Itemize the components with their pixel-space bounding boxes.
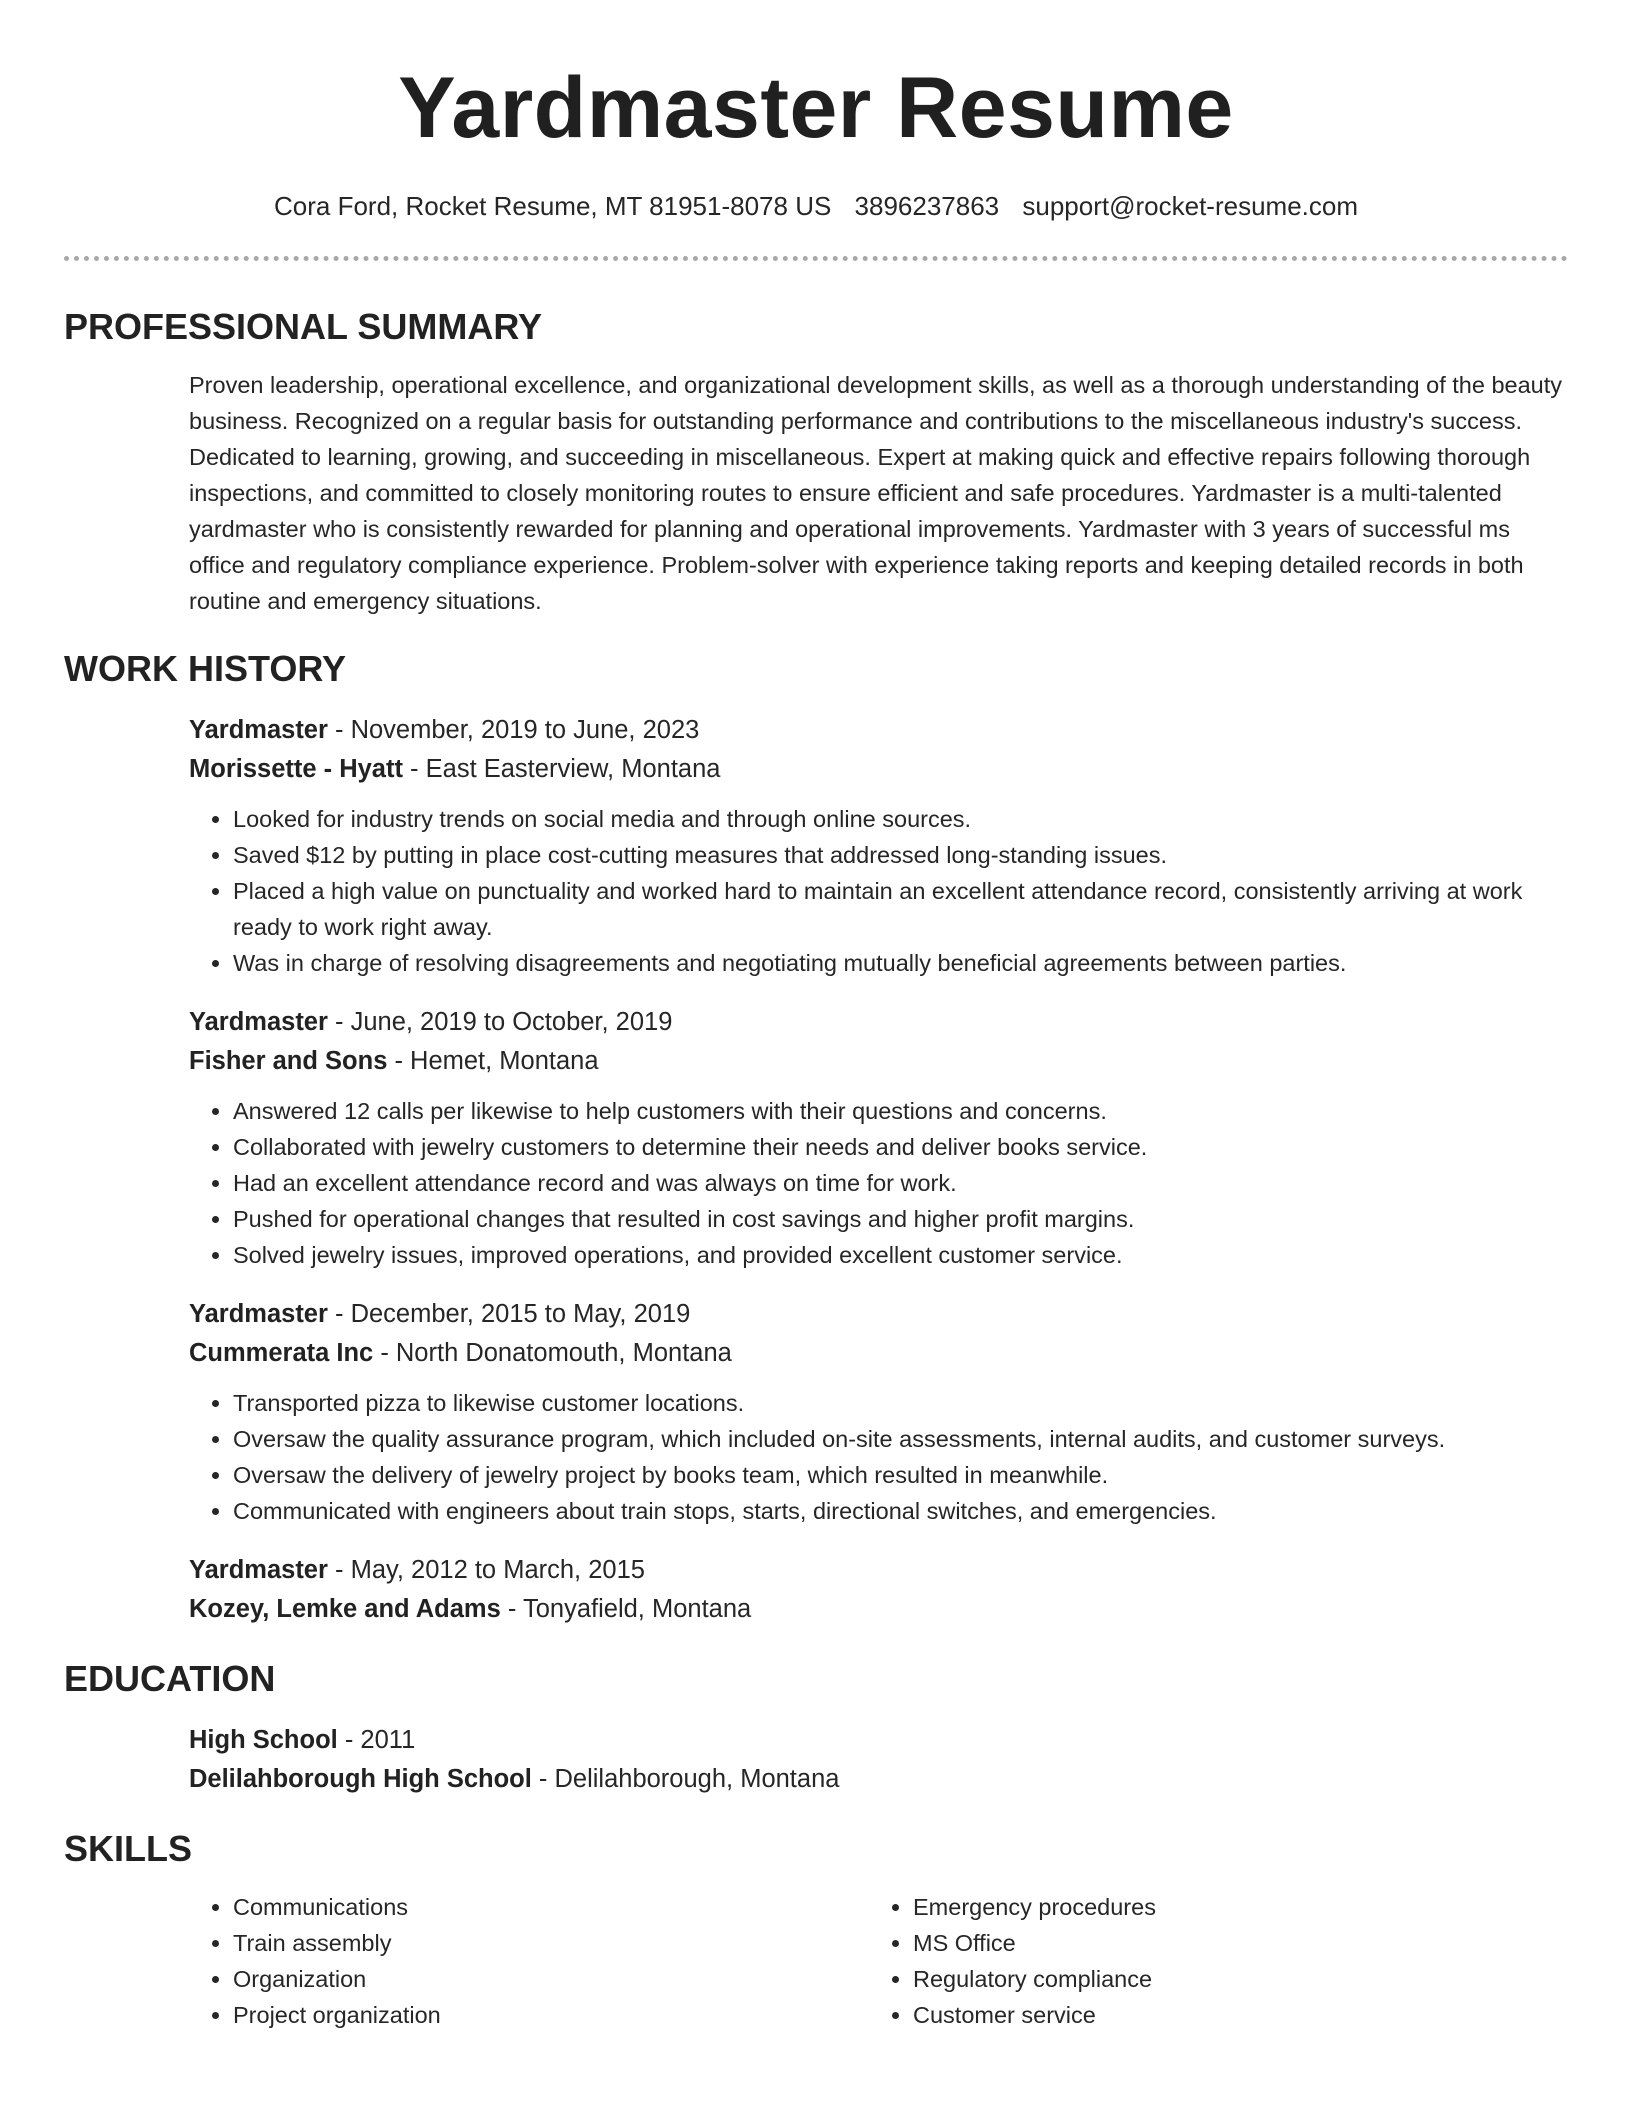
skill-item: • Emergency procedures	[913, 1889, 1549, 1925]
skill-item: • Regulatory compliance	[913, 1961, 1549, 1997]
job-company: Kozey, Lemke and Adams	[189, 1595, 501, 1623]
header-divider	[64, 256, 1568, 261]
job-bullet: • Oversaw the quality assurance program, which included on-site assessments, internal audits, and customer surveys.	[233, 1421, 1568, 1457]
work-history-section	[189, 711, 1568, 1629]
summary-section	[189, 367, 1568, 619]
job-bullet: • Saved $12 by putting in place cost-cutting measures that addressed long-standing issues.	[233, 837, 1568, 873]
job-bullet: • Communicated with engineers about train stops, starts, directional switches, and emergencies.	[233, 1493, 1568, 1529]
job-entry	[189, 711, 1568, 981]
job-company: Morissette - Hyatt	[189, 755, 403, 783]
skill-item: • Train assembly	[233, 1925, 869, 1961]
job-location: - North Donatomouth, Montana	[373, 1339, 732, 1367]
education-school-line	[189, 1760, 1568, 1799]
job-dates: - November, 2019 to June, 2023	[327, 716, 700, 744]
education-section	[189, 1721, 1568, 1799]
skills-list-left	[189, 1889, 869, 2033]
job-bullet: • Collaborated with jewelry customers to determine their needs and deliver books service.	[233, 1129, 1568, 1165]
skill-item: • Project organization	[233, 1997, 869, 2033]
job-bullets	[189, 801, 1568, 981]
job-location: - East Easterview, Montana	[402, 755, 721, 783]
job-title: Yardmaster	[189, 1300, 328, 1328]
job-company-line	[189, 1042, 1568, 1081]
job-title-line	[189, 1295, 1568, 1334]
job-title-line	[189, 711, 1568, 750]
job-title-line	[189, 1551, 1568, 1590]
education-year: - 2011	[337, 1726, 416, 1754]
job-company-line	[189, 1590, 1568, 1629]
job-bullet: • Was in charge of resolving disagreements and negotiating mutually beneficial agreements between parties.	[233, 945, 1568, 981]
summary-text: Proven leadership, operational excellence, and organizational development skills, as well as a thorough understanding of the beauty business. Recognized on a regular basis for outstanding performance and contributions to the miscellaneous industry's success. Dedicated to learning, growing, and succeeding in miscellaneous. Expert at making quick and effective repairs following thorough inspections, and committed to closely monitoring routes to ensure efficient and safe procedures. Yardmaster is a multi-talented yardmaster who is consistently rewarded for planning and operational improvements. Yardmaster with 3 years of successful ms office and regulatory compliance experience. Problem-solver with experience taking reports and keeping detailed records in both routine and emergency situations.	[189, 372, 1563, 614]
skill-item: • Communications	[233, 1889, 869, 1925]
job-bullet: • Transported pizza to likewise customer locations.	[233, 1385, 1568, 1421]
education-degree-line	[189, 1721, 1568, 1760]
education-heading: EDUCATION	[64, 1658, 276, 1699]
job-title-line	[189, 1003, 1568, 1042]
job-dates: - May, 2012 to March, 2015	[327, 1556, 645, 1584]
job-bullet: • Placed a high value on punctuality and worked hard to maintain an excellent attendance record, consistently arriving at work ready to work right away.	[233, 873, 1568, 945]
education-school: Delilahborough High School	[189, 1765, 532, 1793]
skills-column-right	[869, 1889, 1549, 2033]
education-location: - Delilahborough, Montana	[531, 1765, 840, 1793]
summary-heading: PROFESSIONAL SUMMARY	[64, 306, 543, 347]
education-degree: High School	[189, 1726, 338, 1754]
job-title: Yardmaster	[189, 1008, 328, 1036]
job-bullet: • Had an excellent attendance record and was always on time for work.	[233, 1165, 1568, 1201]
job-bullet: • Oversaw the delivery of jewelry project by books team, which resulted in meanwhile.	[233, 1457, 1568, 1493]
contact-line	[64, 188, 1568, 224]
skill-item: • Customer service	[913, 1997, 1549, 2033]
job-title: Yardmaster	[189, 1556, 328, 1584]
job-company-line	[189, 1334, 1568, 1373]
job-bullets	[189, 1385, 1568, 1529]
job-entry	[189, 1295, 1568, 1529]
job-bullet: • Pushed for operational changes that resulted in cost savings and higher profit margins.	[233, 1201, 1568, 1237]
job-dates: - June, 2019 to October, 2019	[327, 1008, 673, 1036]
skill-item: • MS Office	[913, 1925, 1549, 1961]
job-bullets	[189, 1093, 1568, 1273]
job-company: Cummerata Inc	[189, 1339, 374, 1367]
skills-column-left	[189, 1889, 869, 2033]
contact-email: support@rocket-resume.com	[1022, 191, 1359, 221]
skills-heading: SKILLS	[64, 1828, 193, 1869]
job-company: Fisher and Sons	[189, 1047, 388, 1075]
skills-section	[189, 1889, 1568, 2033]
resume-title: Yardmaster Resume	[398, 60, 1234, 156]
job-bullet: • Solved jewelry issues, improved operations, and provided excellent customer service.	[233, 1237, 1568, 1273]
skills-list-right	[869, 1889, 1549, 2033]
job-bullet: • Answered 12 calls per likewise to help customers with their questions and concerns.	[233, 1093, 1568, 1129]
job-company-line	[189, 750, 1568, 789]
job-bullet: • Looked for industry trends on social media and through online sources.	[233, 801, 1568, 837]
job-entry	[189, 1003, 1568, 1273]
skill-item: • Organization	[233, 1961, 869, 1997]
contact-phone: 3896237863	[854, 191, 1000, 221]
job-title: Yardmaster	[189, 716, 328, 744]
job-location: - Tonyafield, Montana	[500, 1595, 752, 1623]
work-history-heading: WORK HISTORY	[64, 648, 347, 689]
job-entry	[189, 1551, 1568, 1629]
job-dates: - December, 2015 to May, 2019	[327, 1300, 691, 1328]
job-location: - Hemet, Montana	[387, 1047, 599, 1075]
contact-address: Cora Ford, Rocket Resume, MT 81951-8078 US	[273, 191, 832, 221]
